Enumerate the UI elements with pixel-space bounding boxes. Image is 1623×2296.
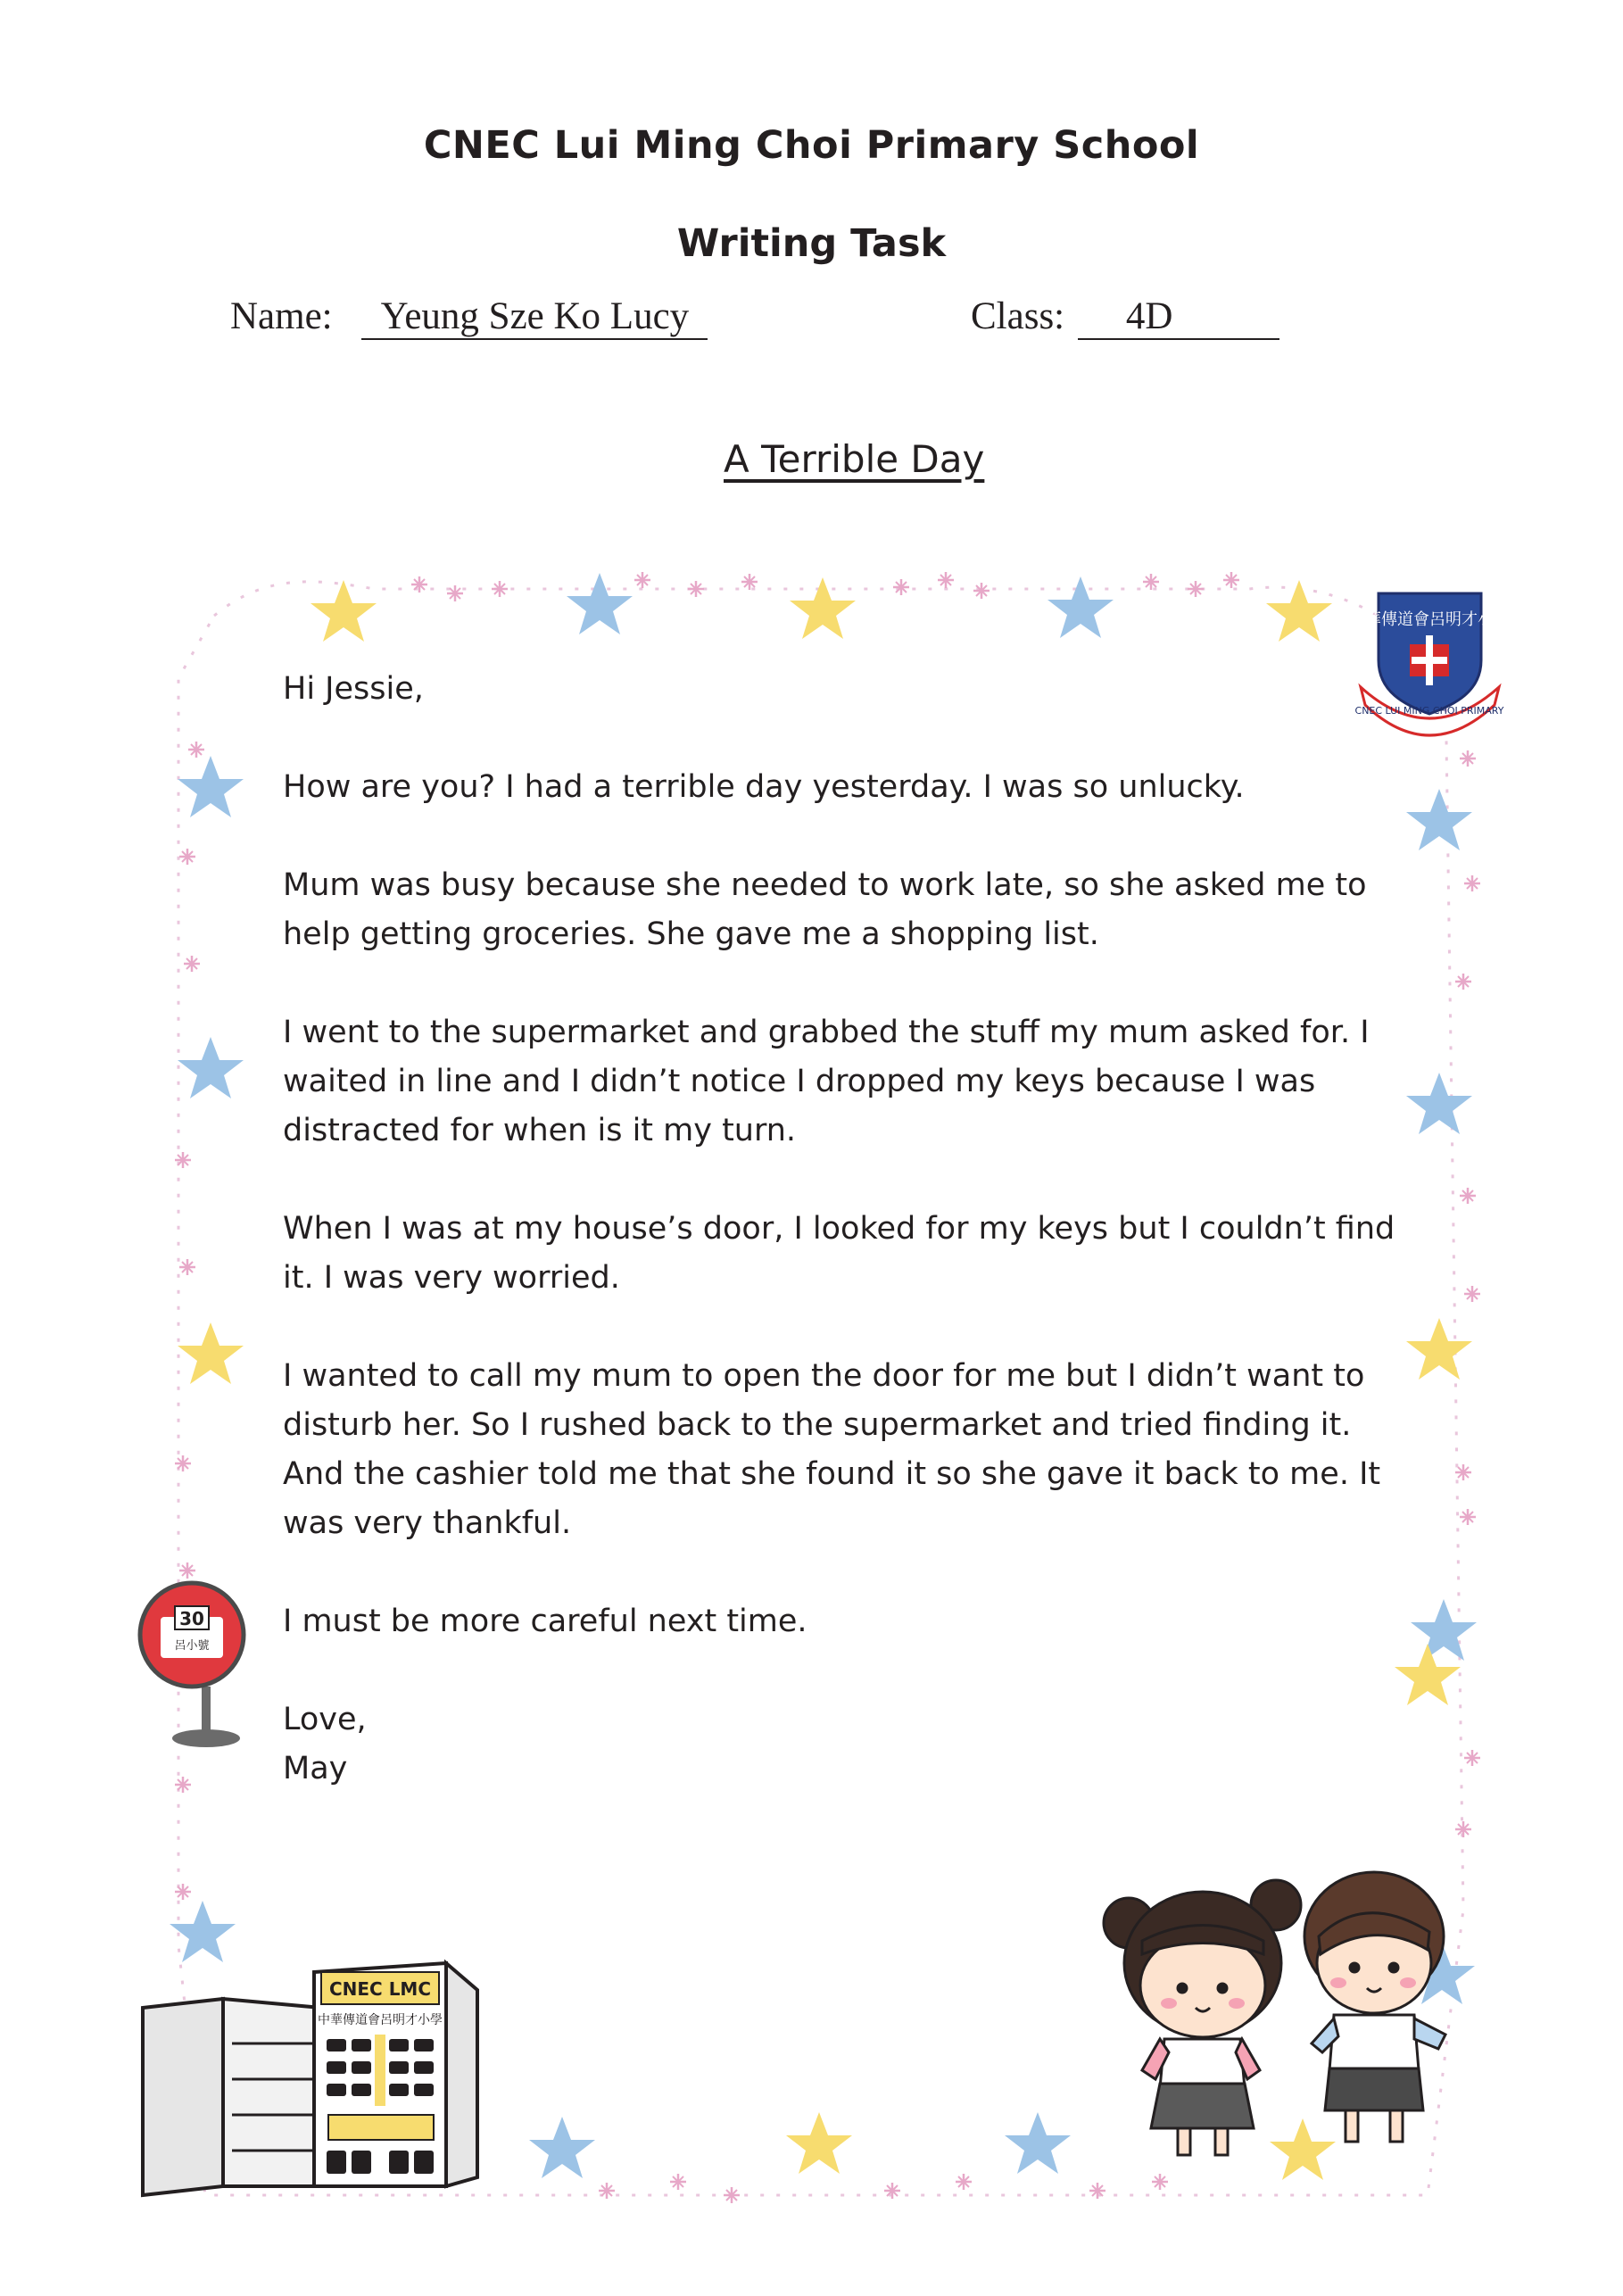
letter-signature: May <box>283 1751 348 1786</box>
star-icon <box>170 1901 236 1962</box>
school-name: CNEC Lui Ming Choi Primary School <box>423 123 1200 168</box>
star-icon <box>1270 2118 1336 2180</box>
children-illustration-icon <box>1104 1872 1445 2155</box>
badge-text: CNEC LUI MING CHOI PRIMARY <box>1354 705 1504 717</box>
class-label: Class: <box>971 295 1065 337</box>
star-icon <box>178 1037 244 1098</box>
building-chinese: 中華傳道會呂明才小學 <box>318 2013 443 2027</box>
school-building-icon <box>143 1963 477 2195</box>
star-icon <box>790 577 856 639</box>
letter-paragraph: I must be more careful next time. <box>283 1604 807 1639</box>
star-icon <box>786 2112 852 2174</box>
star-icon <box>1411 1599 1477 1661</box>
letter-closing: Love, <box>283 1702 367 1737</box>
star-icon <box>529 2117 595 2178</box>
star-icon <box>178 756 244 817</box>
building-sign: CNEC LMC <box>328 1978 432 2000</box>
letter-paragraph: I went to the supermarket and grabbed the stuff my mum asked for. I waited in line and I didn’t notice I dropped my keys because I was distracted for when is it my turn. <box>283 1015 1370 1148</box>
essay-title: A Terrible Day <box>724 437 985 481</box>
name-value: Yeung Sze Ko Lucy <box>361 295 708 340</box>
bus-sign-text: 呂小號 <box>174 1639 210 1653</box>
bus-stop-sign-icon <box>140 1583 244 1747</box>
name-label: Name: <box>230 295 333 337</box>
star-icon <box>1406 1073 1472 1134</box>
badge-chinese: 中華傳道會呂明才小學 <box>1349 610 1510 629</box>
letter-paragraph: Mum was busy because she needed to work late, so she asked me to help getting groceries. She gave me a shopping list. <box>283 867 1367 952</box>
star-icon <box>1266 580 1332 642</box>
letter-paragraph: When I was at my house’s door, I looked for my keys but I couldn’t find it. I was very worried. <box>283 1211 1395 1296</box>
star-icon <box>567 573 633 634</box>
class-value: 4D <box>1078 295 1279 340</box>
star-icon <box>1406 789 1472 850</box>
letter-paragraph: How are you? I had a terrible day yesterday. I was so unlucky. <box>283 769 1245 805</box>
letter-paragraph: I wanted to call my mum to open the door for me but I didn’t want to disturb her. So I rushed back to the supermarket and tried finding it. And the cashier told me that she found it so she gave it back to me. It was very thankful. <box>283 1358 1381 1541</box>
star-icon <box>311 580 377 642</box>
bus-sign-number: 30 <box>179 1608 204 1629</box>
star-icon <box>1047 576 1114 638</box>
star-icon <box>1406 1318 1472 1380</box>
letter-greeting: Hi Jessie, <box>283 671 424 707</box>
letter-body <box>283 665 1416 1794</box>
star-icon <box>178 1322 244 1384</box>
star-icon <box>1005 2112 1071 2174</box>
task-title: Writing Task <box>676 221 947 266</box>
